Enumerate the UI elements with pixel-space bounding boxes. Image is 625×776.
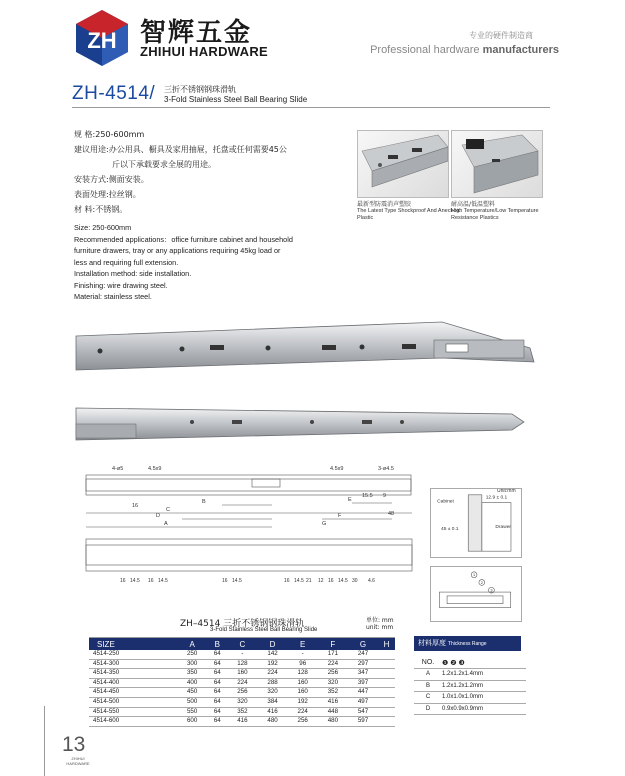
svg-text:14.5: 14.5	[294, 578, 304, 584]
spec-cn-row: 安装方式: 侧面安装。	[74, 175, 149, 184]
svg-text:14.5: 14.5	[158, 578, 168, 584]
tagline-cn: 专业的硬件制造商	[469, 31, 533, 40]
table-cell: 397	[348, 678, 378, 688]
spec-en-line: Size: 250-600mm	[74, 223, 132, 232]
table-cell: 288	[257, 678, 287, 688]
drawing-letter: D	[156, 513, 160, 519]
svg-text:16: 16	[328, 578, 334, 584]
table-cell: 416	[227, 717, 257, 727]
table-cell: 4514-300	[89, 659, 177, 669]
svg-text:16: 16	[222, 578, 228, 584]
table-cell: 4514-400	[89, 678, 177, 688]
table-cell: 297	[348, 659, 378, 669]
brand-logo	[72, 8, 132, 68]
table-cell: 500	[177, 697, 207, 707]
spec-cn-row: 规 格: 250-600mm	[74, 130, 145, 139]
table-cell	[378, 659, 395, 669]
table-cell: 64	[207, 717, 227, 727]
size-table-unit: 单位: mm unit: mm	[366, 617, 394, 631]
brand-name-en: ZHIHUI HARDWARE	[140, 44, 268, 59]
table-cell	[378, 697, 395, 707]
table-row	[89, 707, 395, 717]
table-cell: 416	[257, 707, 287, 717]
table-row: C 1.0x1.0x1.0mm	[414, 692, 526, 704]
svg-text:4.6: 4.6	[368, 578, 375, 584]
table-cell	[378, 669, 395, 679]
drawing-dim: 48	[388, 511, 395, 517]
drawing-label: 4.5x9	[330, 466, 344, 472]
profile-drawing	[430, 566, 522, 622]
svg-text:21: 21	[306, 578, 312, 584]
drawing-letter: C	[166, 507, 170, 513]
tagline-en	[370, 44, 559, 56]
spec-cn-row: 斤以下承载要求全展的用途。	[112, 160, 216, 169]
drawing-bottom-dims	[120, 578, 375, 584]
table-cell: 320	[257, 688, 287, 698]
table-cell	[378, 678, 395, 688]
detail-caption-2: 耐高温/低温塑料 High Temperature/Low Temperature Resistance Plastics	[451, 201, 539, 221]
drawing-label: 4-ø5	[112, 466, 124, 472]
svg-text:16: 16	[284, 578, 290, 584]
table-cell: 4514-250	[89, 650, 177, 659]
table-cell: 400	[177, 678, 207, 688]
svg-text:1: 1	[473, 573, 476, 578]
table-cell: 171	[318, 650, 348, 659]
drawing-unit: Unit:mm	[497, 488, 516, 494]
detail-photo-temperature	[451, 130, 543, 198]
table-cell: 480	[318, 717, 348, 727]
table-cell: 384	[257, 697, 287, 707]
svg-text:12.9 ± 0.1: 12.9 ± 0.1	[485, 495, 508, 501]
table-cell	[378, 707, 395, 717]
table-cell: 550	[177, 707, 207, 717]
table-cell: 224	[318, 659, 348, 669]
table-row: B 1.2x1.2x1.2mm	[414, 680, 526, 692]
svg-text:14.5: 14.5	[232, 578, 242, 584]
table-cell: 64	[207, 688, 227, 698]
brand-name-cn: 智辉五金	[140, 18, 253, 48]
table-row	[89, 669, 395, 679]
size-table-title-cn: ZH–4514 三折不锈钢钢珠滑轨	[180, 619, 305, 629]
table-cell: 128	[288, 669, 318, 679]
table-cell: 320	[318, 678, 348, 688]
table-cell: 4514-500	[89, 697, 177, 707]
svg-text:14.5: 14.5	[338, 578, 348, 584]
svg-text:30: 30	[352, 578, 358, 584]
table-cell: 142	[257, 650, 287, 659]
table-cell: 416	[318, 697, 348, 707]
spec-cn-row: 建议用途: 办公用具、橱具及家用抽屉，托盘或任何需要45公	[74, 145, 287, 154]
table-cell: 352	[318, 688, 348, 698]
table-cell: 64	[207, 697, 227, 707]
spec-cn-row: 表面处理: 拉丝钢。	[74, 190, 141, 199]
table-cell: 600	[177, 717, 207, 727]
table-cell: 4514-600	[89, 717, 177, 727]
svg-text:16: 16	[120, 578, 126, 584]
svg-text:3: 3	[490, 588, 493, 593]
table-cell: -	[227, 650, 257, 659]
specs-en	[74, 222, 324, 303]
size-table	[89, 638, 395, 727]
page-title: ZH-4514/	[72, 83, 156, 104]
table-cell: 256	[318, 669, 348, 679]
table-cell: 300	[177, 659, 207, 669]
table-cell: 448	[318, 707, 348, 717]
table-cell: 192	[288, 697, 318, 707]
page-number: 13	[62, 733, 86, 756]
table-cell: 224	[227, 678, 257, 688]
product-photo-top	[72, 318, 542, 378]
product-photo-side	[72, 400, 542, 448]
table-row	[89, 697, 395, 707]
svg-text:Cabinet: Cabinet	[437, 499, 454, 505]
drawing-label: 3-ø4.5	[378, 466, 394, 472]
drawing-letter: G	[322, 521, 327, 527]
table-cell: 480	[257, 717, 287, 727]
table-row: NO. ❶ ❷ ❸	[414, 657, 526, 669]
table-cell: 352	[227, 707, 257, 717]
table-cell: 547	[348, 707, 378, 717]
specs-cn	[74, 127, 287, 217]
detail-photo-plastic	[357, 130, 449, 198]
table-cell: -	[288, 650, 318, 659]
size-table-title-en: 3-Fold Stainless Steel Ball Bearing Slide	[210, 627, 318, 633]
table-cell: 64	[207, 707, 227, 717]
table-cell: 64	[207, 678, 227, 688]
table-cell: 160	[227, 669, 257, 679]
svg-text:45 ± 0.1: 45 ± 0.1	[441, 526, 459, 532]
table-cell: 320	[227, 697, 257, 707]
table-row	[89, 717, 395, 727]
table-cell: 64	[207, 650, 227, 659]
drawing-letter: B	[202, 499, 206, 505]
table-cell: 256	[227, 688, 257, 698]
table-cell	[378, 650, 395, 659]
table-cell: 347	[348, 669, 378, 679]
table-cell: 447	[348, 688, 378, 698]
spec-en-line: Material: stainless steel.	[74, 292, 152, 301]
svg-text:Drawer: Drawer	[495, 524, 512, 530]
drawing-letter: F	[338, 513, 342, 519]
tagline-en-bold: manufacturers	[482, 44, 559, 56]
table-cell: 96	[288, 659, 318, 669]
table-cell	[378, 717, 395, 727]
table-cell: 4514-350	[89, 669, 177, 679]
table-cell: 160	[288, 688, 318, 698]
drawing-letter: E	[348, 497, 352, 503]
table-cell: 64	[207, 669, 227, 679]
table-row	[89, 688, 395, 698]
table-row: A 1.2x1.2x1.4mm	[414, 669, 526, 681]
table-cell: 450	[177, 688, 207, 698]
table-cell: 192	[257, 659, 287, 669]
table-row	[89, 650, 395, 659]
table-cell: 160	[288, 678, 318, 688]
svg-text:16: 16	[148, 578, 154, 584]
section-drawing	[430, 488, 522, 558]
table-cell: 250	[177, 650, 207, 659]
product-name-cn: 三折不锈钢钢珠滑轨	[164, 85, 236, 94]
table-row	[89, 659, 395, 669]
size-table-header-row: SIZE A B C D E F G H	[89, 638, 395, 650]
detail-caption-1: 最新型防震消声塑胶 The Latest Type Shockproof And Anechoic Plastic	[357, 201, 461, 221]
drawing-label: 4.5x9	[148, 466, 162, 472]
spec-en-line: Recommended applications：office furniture cabinet and household	[74, 234, 293, 244]
drawing-dim: 15.5	[362, 493, 373, 499]
svg-text:12: 12	[318, 578, 324, 584]
table-cell: 597	[348, 717, 378, 727]
table-cell: 224	[288, 707, 318, 717]
table-cell	[378, 688, 395, 698]
product-name-en: 3-Fold Stainless Steel Ball Bearing Slide	[164, 95, 308, 104]
thickness-header: 材料厚度 Thickness Range	[414, 636, 521, 651]
spec-en-line: Finishing: wire drawing steel.	[74, 280, 168, 290]
spec-en-line: furniture drawers, tray or any applications requiring 45kg load or	[74, 246, 281, 255]
spec-en-line: less and requiring full extension.	[74, 257, 179, 267]
footer-brand: ZHIHUI HARDWARE	[66, 756, 90, 766]
table-cell: 4514-450	[89, 688, 177, 698]
table-cell: 247	[348, 650, 378, 659]
footer-rule	[44, 706, 45, 776]
spec-en-line: Installation method: side installation.	[74, 269, 192, 278]
table-cell: 128	[227, 659, 257, 669]
drawing-dim: 9	[383, 493, 387, 499]
table-cell: 256	[288, 717, 318, 727]
svg-text:14.5: 14.5	[130, 578, 140, 584]
spec-cn-row: 材 料: 不锈钢。	[74, 205, 128, 214]
tagline-en-prefix: Professional hardware	[370, 44, 483, 56]
table-cell: 4514-550	[89, 707, 177, 717]
drawing-dim: 16	[132, 503, 139, 509]
drawing-letter: A	[164, 521, 168, 527]
table-cell: 224	[257, 669, 287, 679]
table-cell: 64	[207, 659, 227, 669]
table-cell: 497	[348, 697, 378, 707]
table-row	[89, 678, 395, 688]
table-cell: 350	[177, 669, 207, 679]
thickness-table	[414, 657, 526, 715]
table-row: D 0.9x0.9x0.9mm	[414, 703, 526, 715]
svg-text:2: 2	[480, 580, 483, 585]
logo-letters: ZH	[87, 28, 117, 53]
